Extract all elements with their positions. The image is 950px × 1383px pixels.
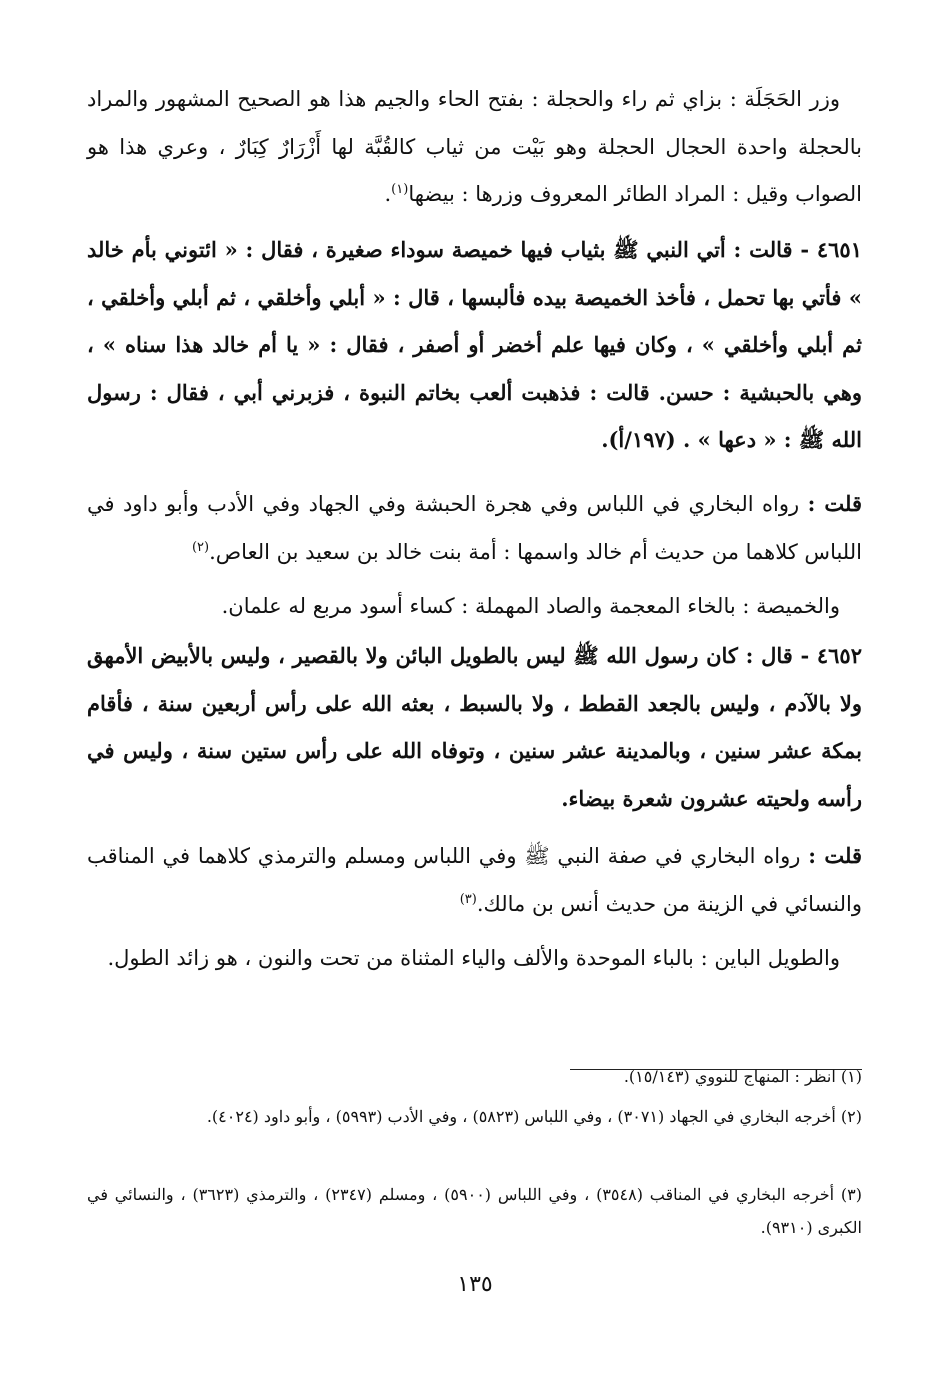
paragraph-text: والطويل الباين : بالباء الموحدة والألف والياء المثناة من تحت والنون ، هو زائد الطول. xyxy=(107,946,840,970)
hadith-text: ٤٦٥٢ - قال : كان رسول الله ﷺ ليس بالطويل البائن ولا بالقصير ، وليس بالأبيض الأمهق ولا بالآدم ، وليس بالجعد القطط ، ولا بالسبط ، بعثه الله على رأس أربعين سنة ، فأقام بمكة عشر سنين ، وبالمدينة عشر سنين ، وتوفاه الله على رأس ستين سنة ، وليس في رأسه ولحيته عشرون شعرة بيضاء. xyxy=(87,643,862,811)
footnote-ref-2: (٢) xyxy=(191,539,210,555)
paragraph-text: رواه البخاري في اللباس وفي هجرة الحبشة وفي الجهاد وفي الأدب وأبو داود في اللباس كلاهما من حديث أم خالد واسمها : أمة بنت خالد بن سعيد بن العاص. xyxy=(87,492,862,564)
hadith-text: ٤٦٥١ - قالت : أتي النبي ﷺ بثياب فيها خميصة سوداء صغيرة ، فقال : « ائتوني بأم خالد » فأتي بها تحمل ، فأخذ الخميصة بيده فألبسها ، قال : « أبلي وأخلقي ، ثم أبلي وأخلقي ، ثم أبلي وأخلقي » ، وكان فيها علم أخضر أو أصفر ، فقال : « يا أم خالد هذا سناه » ، وهي بالحبشية : حسن. قالت : فذهبت ألعب بخاتم النبوة ، فزبرني أبي ، فقال : رسول الله ﷺ : « دعها » . (١٩٧/أ). xyxy=(87,237,862,452)
paragraph-hajala xyxy=(87,76,862,219)
page-number: ١٣٥ xyxy=(457,1272,493,1297)
hadith-4651 xyxy=(87,226,862,464)
paragraph-qultu-2 xyxy=(87,832,862,928)
paragraph-tawil xyxy=(87,935,862,983)
paragraph-text: وزر الحَجَلَة : بزاي ثم راء والحجلة : بفتح الحاء والجيم هذا هو الصحيح المشهور والمراد بالحجلة واحدة الحجال الحجلة وهو بَيْت من ثياب كالقُبَّة لها أَزْرَارٌ كِبَارٌ ، وعري هذا هو الصواب وقيل : المراد الطائر المعروف وزرها : بيضها xyxy=(87,87,862,206)
paragraph-qultu-1 xyxy=(87,480,862,576)
paragraph-text: والخميصة : بالخاء المعجمة والصاد المهملة : كساء أسود مربع له علمان. xyxy=(221,594,840,618)
hadith-4652 xyxy=(87,632,862,822)
paragraph-khamisa xyxy=(87,583,862,631)
paragraph-end: . xyxy=(384,182,392,206)
footnote-2: (٢) أخرجه البخاري في الجهاد (٣٠٧١) ، وفي اللباس (٥٨٢٣) ، وفي الأدب (٥٩٩٣) ، وأبو داود (٤٠٢٤). xyxy=(206,1107,862,1126)
paragraph-text: رواه البخاري في صفة النبي ﷺ وفي اللباس ومسلم والترمذي كلاهما في المناقب والنسائي في الزينة من حديث أنس بن مالك. xyxy=(87,844,862,916)
footnote-1: (١) انظر : المنهاج للنووي (١٥/١٤٣). xyxy=(623,1067,862,1086)
footnote-3: (٣) أخرجه البخاري في المناقب (٣٥٤٨) ، وفي اللباس (٥٩٠٠) ، ومسلم (٢٣٤٧) ، والترمذي (٣٦٢٣) ، والنسائي في الكبرى (٩٣١٠). xyxy=(87,1185,863,1237)
footnote-ref-1: (١) xyxy=(391,182,409,197)
qultu-label: قلت : xyxy=(808,843,862,868)
footnote-ref-3: (٣) xyxy=(459,891,477,907)
qultu-label: قلت : xyxy=(807,491,862,516)
